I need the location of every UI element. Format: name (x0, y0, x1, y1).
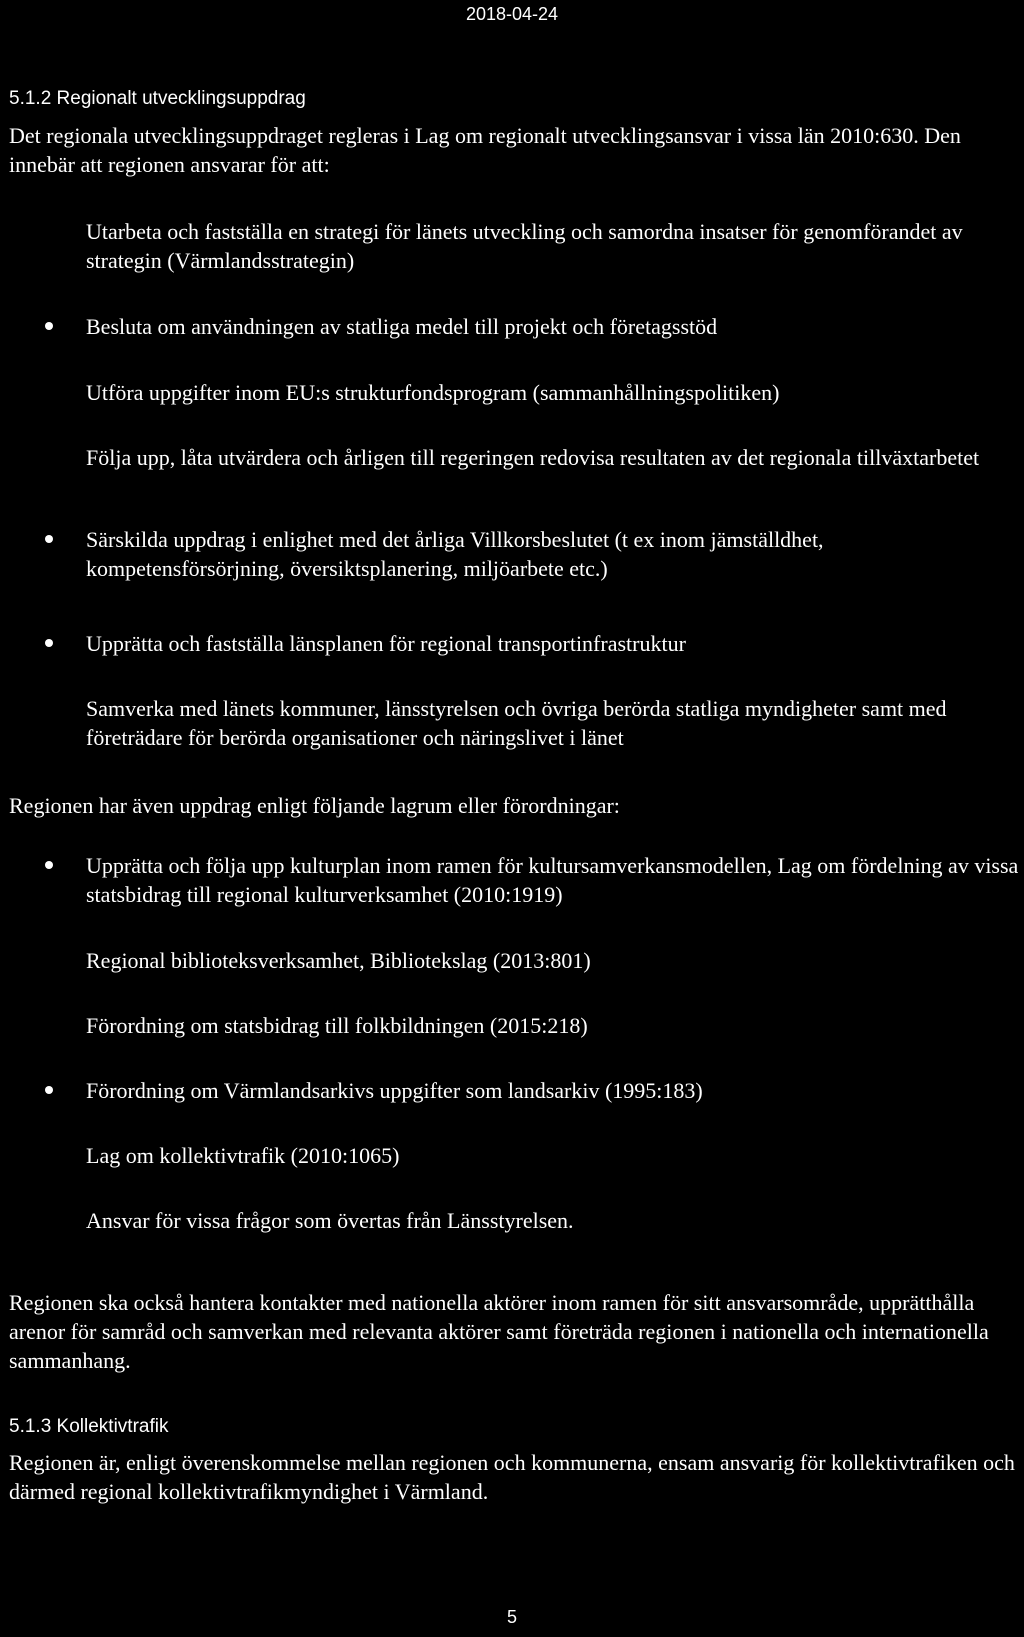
bullet-icon (45, 639, 53, 647)
closing-paragraph: Regionen ska också hantera kontakter med nationella aktörer inom ramen för sitt ansvarsområde, upprätthålla arenor för samråd och samverkan med relevanta aktörer samt företräda regionen i nationella och internationella sammanhang. (9, 1290, 989, 1373)
list-item: Utföra uppgifter inom EU:s strukturfondsprogram (sammanhållningspolitiken) (86, 380, 780, 405)
list-item: Förordning om statsbidrag till folkbildningen (2015:218) (86, 1013, 588, 1038)
bullet-icon (45, 535, 53, 543)
bullet-icon (45, 1086, 53, 1094)
other-mandates-intro: Regionen har även uppdrag enligt följande lagrum eller förordningar: (9, 793, 620, 818)
list-item: Lag om kollektivtrafik (2010:1065) (86, 1143, 400, 1168)
list-item: Regional biblioteksverksamhet, Bibliotekslag (2013:801) (86, 948, 591, 973)
section-heading-5-1-3: 5.1.3 Kollektivtrafik (9, 1416, 169, 1437)
section-intro: Det regionala utvecklingsuppdraget regleras i Lag om regionalt utvecklingsansvar i vissa län 2010:630. Den innebär att regionen ansvarar för att: (9, 123, 961, 177)
bullet-icon (45, 322, 53, 330)
list-item: Samverka med länets kommuner, länsstyrelsen och övriga berörda statliga myndigheter samt med företrädare för berörda organisationer och näringslivet i länet (86, 696, 947, 750)
list-item: Följa upp, låta utvärdera och årligen till regeringen redovisa resultaten av det regionala tillväxtarbetet (86, 445, 980, 470)
list-item: Förordning om Värmlandsarkivs uppgifter som landsarkiv (1995:183) (86, 1078, 703, 1103)
page-date: 2018-04-24 (465, 4, 559, 24)
list-item: Utarbeta och fastställa en strategi för länets utveckling och samordna insatser för genomförandet av strategin (Värmlandsstrategin) (86, 219, 963, 273)
list-item: Upprätta och följa upp kulturplan inom ramen för kultursamverkansmodellen, Lag om fördelning av vissa statsbidrag till regional kulturverksamhet (2010:1919) (86, 853, 1019, 907)
page-number: 5 (506, 1607, 517, 1627)
list-item: Ansvar för vissa frågor som övertas från Länsstyrelsen. (86, 1208, 574, 1233)
section-body: Regionen är, enligt överenskommelse mellan regionen och kommunerna, ensam ansvarig för kollektivtrafiken och därmed regional kollektivtrafikmyndighet i Värmland. (9, 1450, 1015, 1504)
bullet-icon (45, 861, 53, 869)
list-item: Besluta om användningen av statliga medel till projekt och företagsstöd (86, 314, 718, 339)
list-item: Upprätta och fastställa länsplanen för regional transportinfrastruktur (86, 631, 686, 656)
section-heading-5-1-2: 5.1.2 Regionalt utvecklingsuppdrag (9, 88, 306, 109)
list-item: Särskilda uppdrag i enlighet med det årliga Villkorsbeslutet (t ex inom jämställdhet, kompetensförsörjning, översiktsplanering, miljöarbete etc.) (86, 527, 824, 581)
